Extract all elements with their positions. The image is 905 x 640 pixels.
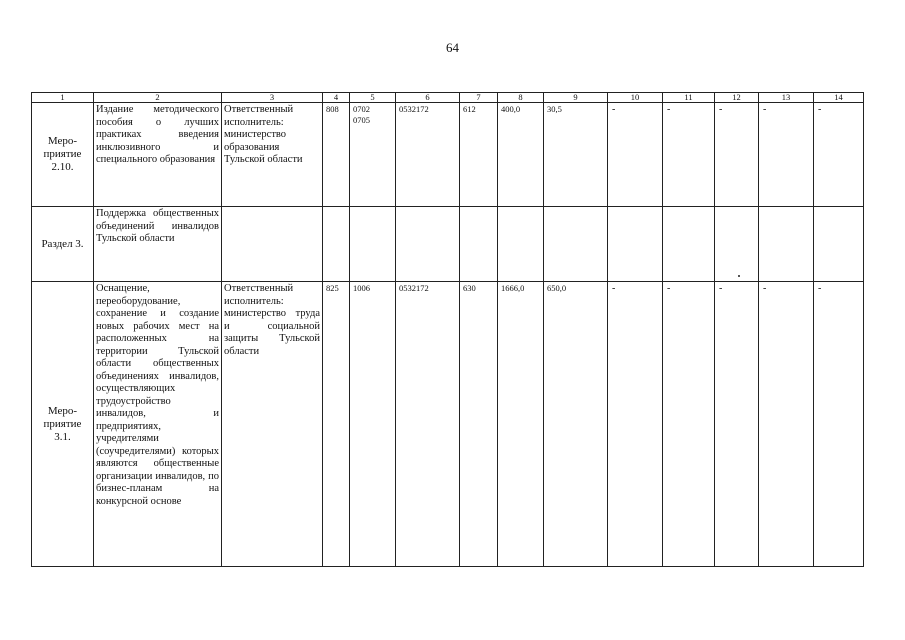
- cell-c11: -: [663, 282, 715, 567]
- cell-c9: [544, 207, 608, 282]
- cell-c5: [350, 103, 396, 207]
- column-header: 12: [715, 93, 759, 103]
- cell-c9: 30,5: [544, 103, 608, 207]
- cell-c12: [715, 207, 759, 282]
- cell-c12: -: [715, 282, 759, 567]
- row-description: Поддержка общественных объединений инвалидов Тульской области: [94, 207, 222, 282]
- column-header: 9: [544, 93, 608, 103]
- column-header: 8: [498, 93, 544, 103]
- row-label: [32, 282, 94, 567]
- cell-c12: -: [715, 103, 759, 207]
- cell-c14: -: [814, 103, 864, 207]
- cell-c8: [498, 207, 544, 282]
- cell-c5: [350, 207, 396, 282]
- page-number: 64: [446, 40, 459, 55]
- cell-c10: -: [608, 103, 663, 207]
- row-label: [32, 207, 94, 282]
- row-description: Издание методического пособия о лучших практиках введения инклюзивного и специального образования: [94, 103, 222, 207]
- row-executor: [222, 207, 323, 282]
- row-executor: Ответственный исполнитель: министерство образования Тульской области: [222, 103, 323, 207]
- cell-c9: 650,0: [544, 282, 608, 567]
- cell-c4: 808: [323, 103, 350, 207]
- column-number-row: [32, 93, 864, 103]
- column-header: 11: [663, 93, 715, 103]
- cell-c7: 612: [460, 103, 498, 207]
- row-executor: Ответственный исполнитель: министерство труда и социальной защиты Тульской области: [222, 282, 323, 567]
- table-row: [32, 103, 864, 207]
- column-header: 6: [396, 93, 460, 103]
- cell-c4: 825: [323, 282, 350, 567]
- row-label-text: Раздел 3.: [41, 237, 84, 250]
- row-label-text: Меро- приятие 2.10.: [43, 135, 82, 173]
- cell-c10: [608, 207, 663, 282]
- cell-c13: -: [759, 282, 814, 567]
- row-description: Оснащение, переоборудование, сохранение и создание новых рабочих мест на расположенных на территории Тульской области общественных объединениях инвалидов, осуществляющих трудоустройство инвалидов, и предприятиях, учредителями (соучредителями) которых являются общественные организации инвалидов, по бизнес-планам на конкурсной основе: [94, 282, 222, 567]
- cell-c6: 0532172: [396, 103, 460, 207]
- column-header: 1: [32, 93, 94, 103]
- cell-c6: 0532172: [396, 282, 460, 567]
- cell-c10: -: [608, 282, 663, 567]
- cell-c4: [323, 207, 350, 282]
- cell-c14: -: [814, 282, 864, 567]
- cell-c11: -: [663, 103, 715, 207]
- cell-c13: -: [759, 103, 814, 207]
- cell-c7: 630: [460, 282, 498, 567]
- cell-c13: [759, 207, 814, 282]
- column-header: 14: [814, 93, 864, 103]
- column-header: 3: [222, 93, 323, 103]
- column-header: 13: [759, 93, 814, 103]
- cell-c7: [460, 207, 498, 282]
- cell-c5-text: 0702 0705: [353, 104, 370, 125]
- table-row: [32, 282, 864, 567]
- cell-c8: 400,0: [498, 103, 544, 207]
- cell-c11: [663, 207, 715, 282]
- cell-c8: 1666,0: [498, 282, 544, 567]
- row-label: [32, 103, 94, 207]
- column-header: 5: [350, 93, 396, 103]
- column-header: 4: [323, 93, 350, 103]
- cell-c5: 1006: [350, 282, 396, 567]
- cell-c14: [814, 207, 864, 282]
- column-header: 7: [460, 93, 498, 103]
- scan-speck: [738, 275, 740, 277]
- column-header: 10: [608, 93, 663, 103]
- table-row: [32, 207, 864, 282]
- column-header: 2: [94, 93, 222, 103]
- program-table: [31, 92, 864, 567]
- cell-c6: [396, 207, 460, 282]
- row-label-text: Меро- приятие 3.1.: [43, 404, 82, 443]
